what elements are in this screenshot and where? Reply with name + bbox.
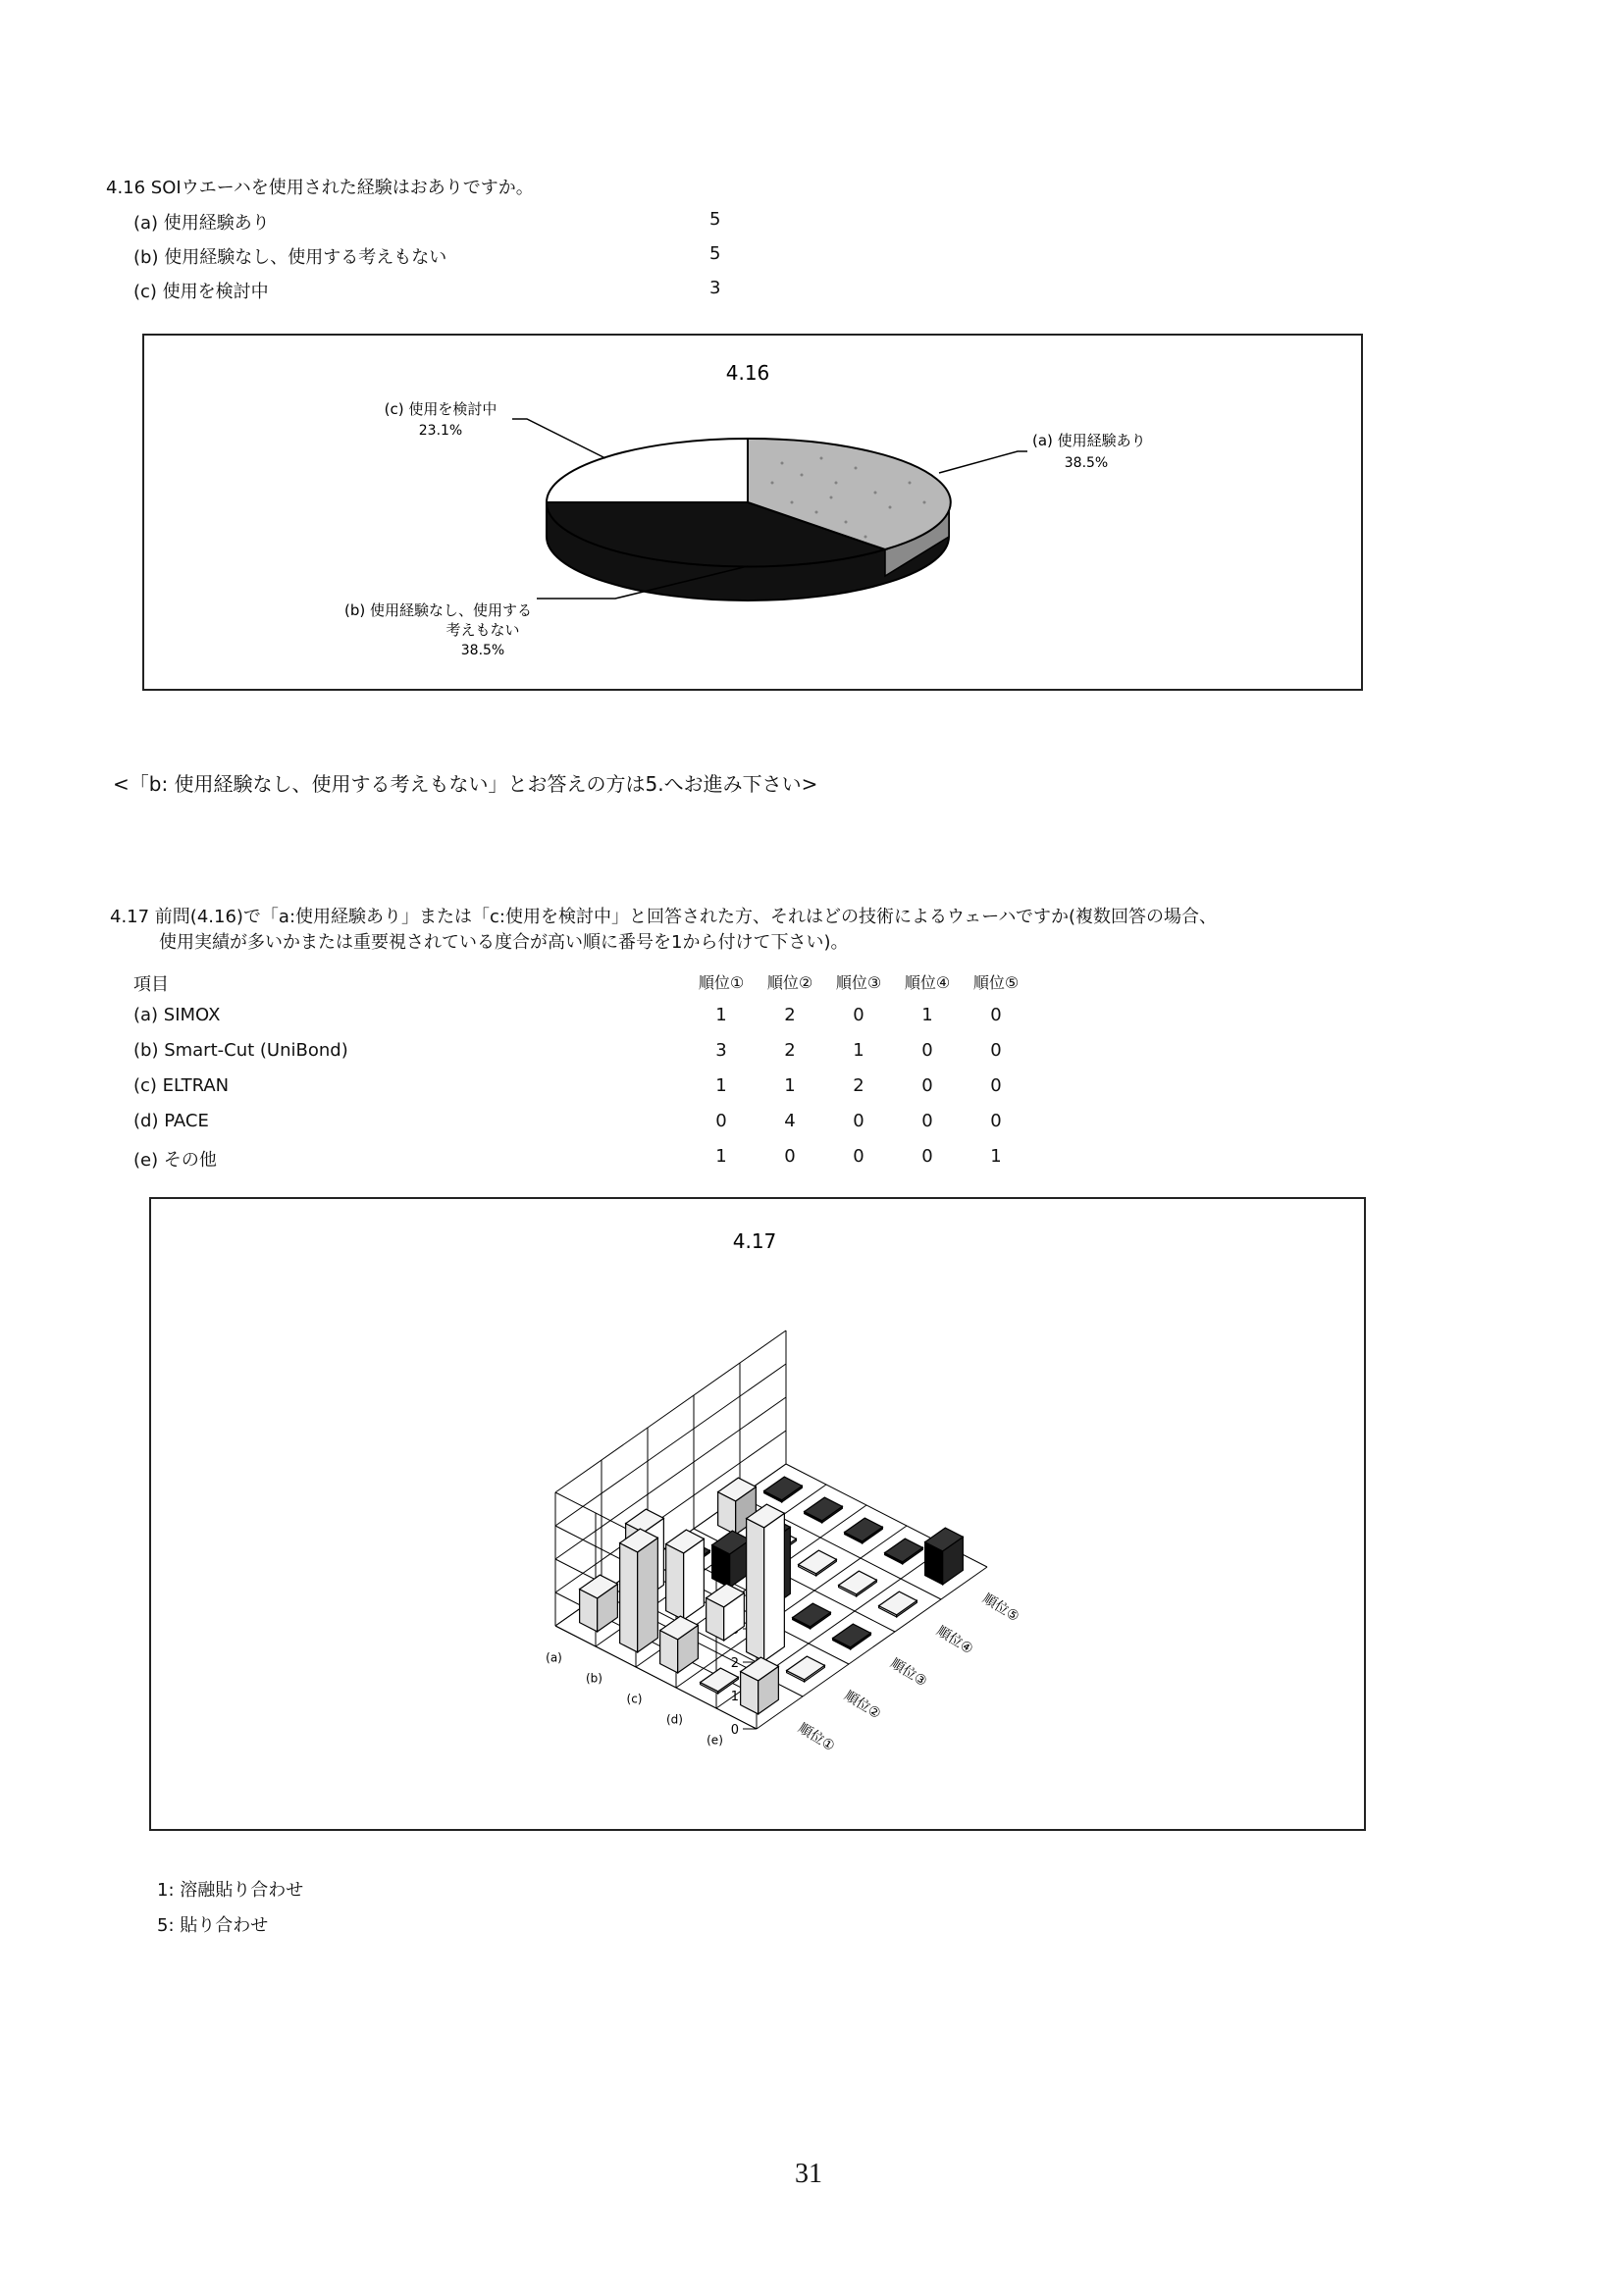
table-cell: 1 [784, 1075, 796, 1096]
pie-percent-b: 38.5% [460, 643, 505, 658]
pie-label-b-line2: 考えもない [445, 621, 520, 639]
table-cell: 0 [990, 1040, 1002, 1061]
bar3d-chart-frame [149, 1197, 1366, 1831]
pie-percent-c: 23.1% [418, 423, 463, 439]
bar-face-front [666, 1544, 684, 1620]
table-cell: 3 [715, 1040, 727, 1061]
pie-slice-c [547, 439, 748, 502]
q416-count-c: 3 [709, 278, 721, 298]
z-tick-label: 1 [730, 1690, 739, 1704]
table-cell: 1 [715, 1075, 727, 1096]
page-number: 31 [795, 2159, 822, 2189]
category-label: (e) [707, 1733, 723, 1748]
rank-header-3: 順位③ [835, 973, 882, 992]
table-row-label: (c) ELTRAN [133, 1075, 230, 1096]
rank-header-1: 順位① [698, 973, 745, 992]
z-tick-label: 2 [730, 1656, 739, 1671]
rank-header-4: 順位④ [904, 973, 951, 992]
series-label: 順位② [841, 1688, 884, 1723]
category-label: (a) [546, 1650, 562, 1665]
footnote-2: 5: 貼り合わせ [157, 1915, 269, 1936]
pie-leader-c [512, 419, 605, 458]
bar3d-chart [151, 1199, 1364, 1829]
bar3d-chart-title: 4.17 [732, 1229, 777, 1253]
table-item-header: 項目 [133, 974, 169, 995]
bar-face-front [620, 1543, 638, 1652]
q416-option-c: (c) 使用を検討中 [133, 282, 269, 302]
z-tick-label: 0 [730, 1723, 739, 1738]
category-label: (c) [626, 1692, 643, 1706]
table-cell: 1 [715, 1146, 727, 1167]
series-label: 順位③ [887, 1655, 930, 1691]
rank-header-5: 順位⑤ [972, 973, 1020, 992]
category-label: (d) [666, 1712, 683, 1727]
bar-face-front [747, 1519, 764, 1661]
pie-percent-a: 38.5% [1064, 455, 1109, 471]
q416-option-b: (b) 使用経験なし、使用する考えもない [133, 247, 447, 268]
q416-option-a: (a) 使用経験あり [133, 213, 270, 234]
table-row-label: (b) Smart-Cut (UniBond) [133, 1040, 348, 1061]
table-cell: 4 [784, 1111, 796, 1131]
table-cell: 0 [853, 1111, 864, 1131]
q417-question-line1: 4.17 前問(4.16)で「a:使用経験あり」または「c:使用を検討中」と回答された方、それはどの技術によるウェーハですか(複数回答の場合、 [110, 907, 1218, 927]
q416-count-b: 5 [709, 243, 721, 264]
bar-face-side [638, 1538, 658, 1652]
pie-label-b-line1: (b) 使用経験なし、使用する [344, 601, 532, 619]
grid-line-back-wall-z [555, 1331, 786, 1492]
table-cell: 0 [921, 1040, 933, 1061]
table-cell: 0 [990, 1111, 1002, 1131]
q416-count-a: 5 [709, 209, 721, 230]
pie-leader-a [939, 451, 1027, 473]
pie-chart-frame [142, 334, 1363, 691]
table-cell: 1 [921, 1005, 933, 1025]
table-cell: 0 [853, 1146, 864, 1167]
table-cell: 1 [990, 1146, 1002, 1167]
table-cell: 2 [784, 1040, 796, 1061]
series-label: 順位④ [933, 1623, 976, 1658]
table-cell: 0 [921, 1146, 933, 1167]
rank-header-2: 順位② [766, 973, 813, 992]
pie-chart [144, 336, 1361, 689]
table-row-label: (a) SIMOX [133, 1005, 221, 1025]
pie-label-c: (c) 使用を検討中 [384, 400, 497, 418]
table-cell: 0 [715, 1111, 727, 1131]
pie-label-a: (a) 使用経験あり [1032, 432, 1146, 449]
table-cell: 0 [990, 1005, 1002, 1025]
table-cell: 1 [715, 1005, 727, 1025]
footnote-1: 1: 溶融貼り合わせ [157, 1880, 304, 1901]
table-cell: 2 [853, 1075, 864, 1096]
table-cell: 1 [853, 1040, 864, 1061]
table-cell: 0 [853, 1005, 864, 1025]
table-row-label: (e) その他 [133, 1150, 217, 1171]
table-cell: 0 [921, 1075, 933, 1096]
series-label: 順位① [795, 1720, 838, 1755]
table-cell: 0 [784, 1146, 796, 1167]
q416-question: 4.16 SOIウエーハを使用された経験はおありですか。 [106, 178, 534, 198]
pie-chart-title: 4.16 [725, 361, 770, 385]
q417-question-line2: 使用実績が多いかまたは重要視されている度合が高い順に番号を1から付けて下さい)。 [159, 932, 849, 953]
table-cell: 2 [784, 1005, 796, 1025]
table-cell: 0 [990, 1075, 1002, 1096]
series-label: 順位⑤ [979, 1591, 1022, 1626]
table-row-label: (d) PACE [133, 1111, 209, 1131]
bar-face-side [764, 1513, 785, 1661]
category-label: (b) [586, 1671, 602, 1686]
skip-note: <「b: 使用経験なし、使用する考えもない」とお答えの方は5.へお進み下さい> [113, 772, 818, 796]
table-cell: 0 [921, 1111, 933, 1131]
